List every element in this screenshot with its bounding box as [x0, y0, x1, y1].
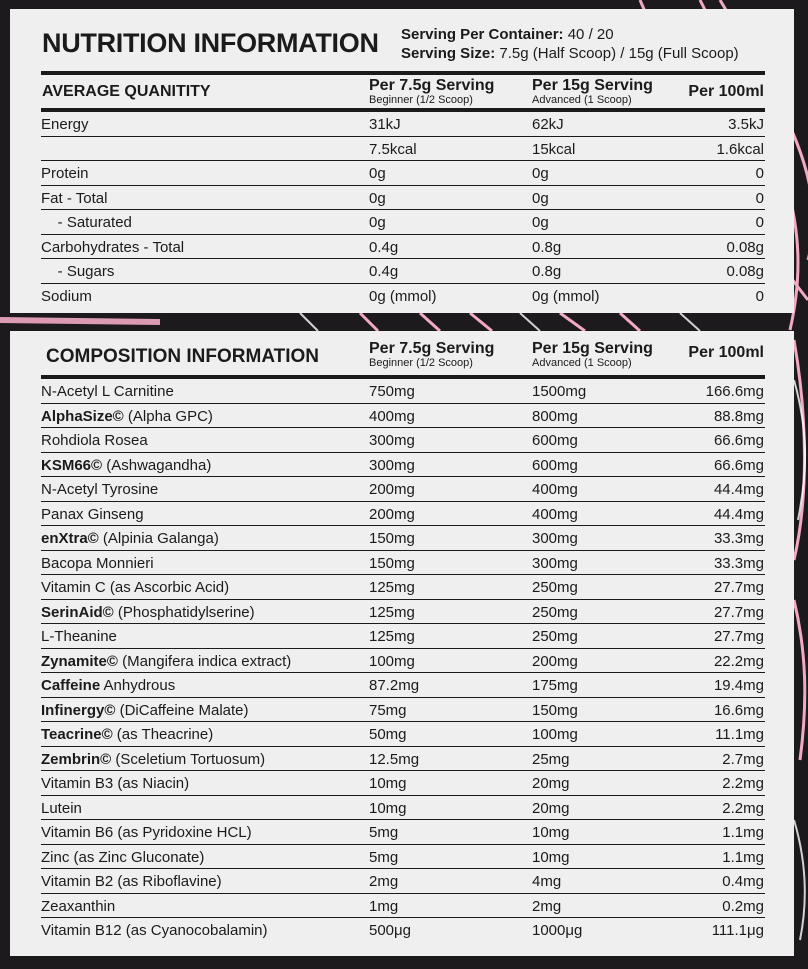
value-per-100ml: 2.2mg	[722, 799, 764, 817]
table-row	[41, 477, 765, 502]
row-value-per-100ml: 0	[755, 189, 764, 207]
ingredient-name	[41, 800, 82, 817]
value-per-7-5g: 150mg	[369, 554, 415, 572]
table-row	[41, 502, 765, 527]
row-name: Protein	[41, 165, 89, 182]
value-per-7-5g: 10mg	[369, 799, 407, 817]
table-row	[41, 379, 765, 404]
ingredient-label: N-Acetyl Tyrosine	[41, 481, 159, 498]
ingredient-brand: KSM66©	[41, 456, 103, 474]
table-row	[41, 575, 765, 600]
value-per-15g: 800mg	[532, 407, 578, 425]
value-per-100ml: 1.1mg	[722, 824, 764, 841]
ingredient-brand: Zembrin©	[41, 750, 112, 768]
table-row	[41, 845, 765, 870]
ingredient-name	[41, 849, 204, 866]
ingredient-brand: SerinAid©	[41, 603, 114, 621]
row-value-per-15g: 0.8g	[532, 238, 562, 256]
row-value-per-7-5g: 0.4g	[369, 238, 399, 256]
value-per-100ml: 66.6mg	[713, 456, 764, 474]
value-per-15g: 250mg	[532, 603, 578, 621]
value-per-7-5g: 300mg	[369, 432, 415, 449]
value-per-15g: 250mg	[532, 579, 578, 596]
table-row	[41, 551, 765, 576]
value-per-15g: 20mg	[532, 799, 570, 817]
value-per-15g: 175mg	[532, 677, 578, 694]
value-per-15g: 300mg	[532, 530, 578, 547]
table-row	[41, 796, 765, 821]
ingredient-name	[41, 628, 117, 645]
ingredient-label: L-Theanine	[41, 628, 117, 645]
ingredient-label: (Alpha GPC)	[123, 407, 213, 425]
value-per-100ml: 27.7mg	[713, 628, 764, 645]
value-per-15g: 20mg	[532, 775, 570, 792]
ingredient-brand: AlphaSize©	[41, 407, 124, 425]
table-row	[41, 259, 765, 284]
ingredient-brand: Zynamite©	[41, 652, 118, 670]
composition-header-col-b-main: Per 15g Serving	[532, 340, 653, 357]
ingredient-label: N-Acetyl L Carnitine	[41, 383, 174, 400]
value-per-7-5g: 300mg	[369, 456, 415, 474]
ingredient-name	[41, 751, 265, 768]
ingredient-label: Vitamin C (as Ascorbic Acid)	[41, 579, 230, 596]
table-row	[41, 722, 765, 747]
ingredient-label: Anhydrous	[100, 677, 176, 694]
value-per-7-5g: 5mg	[369, 848, 399, 866]
value-per-7-5g: 500μg	[369, 922, 412, 939]
ingredient-label: Panax Ginseng	[41, 505, 144, 523]
row-value-per-15g: 0g	[532, 214, 549, 231]
ingredient-name	[41, 555, 154, 572]
value-per-7-5g: 125mg	[369, 628, 415, 645]
row-value-per-15g: 0g	[532, 189, 549, 207]
row-value-per-7-5g: 0g	[369, 189, 386, 207]
value-per-100ml: 27.7mg	[713, 603, 764, 621]
table-row	[41, 186, 765, 211]
value-per-7-5g: 125mg	[369, 603, 415, 621]
ingredient-label: (Ashwagandha)	[102, 456, 212, 474]
ingredient-label: Vitamin B2 (as Riboflavine)	[41, 873, 222, 890]
table-row	[41, 673, 765, 698]
row-value-per-15g: 0.8g	[532, 263, 562, 280]
value-per-7-5g: 75mg	[369, 701, 407, 719]
value-per-100ml: 19.4mg	[713, 677, 764, 694]
ingredient-name	[41, 408, 213, 425]
table-row	[41, 284, 765, 309]
nutrition-header-col-b-main: Per 15g Serving	[532, 77, 653, 94]
table-row	[41, 210, 765, 235]
table-row	[41, 820, 765, 845]
ingredient-label: Bacopa Monnieri	[41, 554, 154, 572]
nutrition-title: NUTRITION INFORMATION	[42, 28, 379, 58]
value-per-15g: 600mg	[532, 456, 578, 474]
row-value-per-15g: 15kcal	[532, 140, 576, 158]
ingredient-label: Zeaxanthin	[41, 897, 116, 915]
table-row	[41, 428, 765, 453]
value-per-7-5g: 2mg	[369, 873, 399, 890]
table-row	[41, 771, 765, 796]
value-per-7-5g: 10mg	[369, 775, 407, 792]
serving-size	[401, 45, 739, 62]
row-value-per-7-5g: 7.5kcal	[369, 140, 417, 158]
value-per-100ml: 166.6mg	[705, 383, 764, 400]
ingredient-label: Vitamin B3 (as Niacin)	[41, 775, 190, 792]
ingredient-name	[41, 457, 211, 474]
ingredient-name	[41, 677, 175, 694]
value-per-100ml: 44.4mg	[713, 505, 764, 523]
row-value-per-7-5g: 0g (mmol)	[369, 287, 437, 305]
ingredient-name	[41, 432, 148, 449]
ingredient-name	[41, 604, 255, 621]
serving-size-label: Serving Size:	[401, 45, 496, 62]
row-value-per-15g: 62kJ	[532, 116, 564, 133]
ingredient-brand: Caffeine	[41, 677, 101, 694]
value-per-100ml: 22.2mg	[713, 652, 764, 670]
table-row	[41, 624, 765, 649]
value-per-100ml: 1.1mg	[722, 848, 764, 866]
row-value-per-7-5g: 0.4g	[369, 263, 399, 280]
value-per-15g: 300mg	[532, 554, 578, 572]
row-value-per-100ml: 0.08g	[726, 238, 764, 256]
value-per-7-5g: 1mg	[369, 897, 399, 915]
value-per-15g: 4mg	[532, 873, 562, 890]
nutrition-header-col-a-sub: Beginner (1/2 Scoop)	[369, 94, 473, 106]
table-row	[41, 894, 765, 919]
ingredient-name	[41, 506, 144, 523]
value-per-15g: 400mg	[532, 505, 578, 523]
nutrition-header-col-b	[532, 77, 653, 106]
value-per-100ml: 88.8mg	[713, 407, 764, 425]
ingredient-name	[41, 726, 213, 743]
row-value-per-100ml: 0	[755, 287, 764, 305]
value-per-15g: 10mg	[532, 824, 570, 841]
value-per-100ml: 11.1mg	[715, 726, 764, 743]
value-per-100ml: 2.2mg	[722, 775, 764, 792]
table-row	[41, 649, 765, 674]
value-per-15g: 250mg	[532, 628, 578, 645]
table-row	[41, 869, 765, 894]
value-per-15g: 100mg	[532, 726, 578, 743]
composition-header-col-a	[369, 340, 494, 369]
value-per-100ml: 27.7mg	[713, 579, 764, 596]
value-per-15g: 600mg	[532, 432, 578, 449]
value-per-100ml: 33.3mg	[713, 530, 764, 547]
row-value-per-7-5g: 0g	[369, 214, 386, 231]
value-per-15g: 200mg	[532, 652, 578, 670]
header-rule-top	[41, 71, 765, 75]
value-per-7-5g: 750mg	[369, 383, 415, 400]
value-per-15g: 1500mg	[532, 383, 587, 400]
serving-per-container-value: 40 / 20	[567, 26, 614, 43]
table-row	[41, 918, 765, 943]
value-per-100ml: 2.7mg	[722, 750, 764, 768]
composition-information-panel	[10, 331, 794, 956]
value-per-15g: 2mg	[532, 897, 562, 915]
row-value-per-100ml: 3.5kJ	[728, 116, 764, 133]
value-per-100ml: 0.4mg	[722, 873, 764, 890]
table-row	[41, 453, 765, 478]
ingredient-name	[41, 922, 268, 939]
ingredient-name	[41, 898, 115, 915]
value-per-15g: 1000μg	[532, 922, 583, 939]
value-per-7-5g: 50mg	[369, 726, 407, 743]
ingredient-name	[41, 579, 229, 596]
ingredient-name	[41, 824, 252, 841]
serving-per-container-label: Serving Per Container:	[401, 26, 564, 43]
value-per-15g: 150mg	[532, 701, 578, 719]
value-per-15g: 25mg	[532, 750, 570, 768]
row-value-per-15g: 0g	[532, 165, 549, 182]
row-name: Sodium	[41, 287, 92, 305]
value-per-7-5g: 12.5mg	[369, 750, 420, 768]
row-value-per-15g: 0g (mmol)	[532, 287, 600, 305]
ingredient-label: (DiCaffeine Malate)	[115, 701, 249, 719]
table-row	[41, 235, 765, 260]
row-name: Energy	[41, 116, 89, 133]
table-row	[41, 747, 765, 772]
value-per-7-5g: 400mg	[369, 407, 415, 425]
nutrition-header-col-c: Per 100ml	[688, 83, 764, 100]
table-row	[41, 698, 765, 723]
table-row	[41, 526, 765, 551]
value-per-7-5g: 5mg	[369, 824, 399, 841]
value-per-7-5g: 87.2mg	[369, 677, 420, 694]
value-per-100ml: 44.4mg	[713, 481, 764, 498]
value-per-100ml: 0.2mg	[722, 897, 764, 915]
ingredient-brand: Teacrine©	[41, 726, 113, 743]
serving-per-container	[401, 26, 614, 43]
table-row	[41, 112, 765, 137]
ingredient-label: Vitamin B6 (as Pyridoxine HCL)	[41, 824, 252, 841]
value-per-15g: 400mg	[532, 481, 578, 498]
ingredient-label: Rohdiola Rosea	[41, 432, 148, 449]
composition-header-col-c: Per 100ml	[688, 344, 764, 361]
row-name: Fat - Total	[41, 189, 108, 207]
value-per-100ml: 33.3mg	[713, 554, 764, 572]
ingredient-brand: Infinergy©	[41, 701, 116, 719]
ingredient-name	[41, 653, 291, 670]
ingredient-label: (Alpinia Galanga)	[98, 530, 219, 547]
composition-header-col-b	[532, 340, 653, 369]
value-per-7-5g: 150mg	[369, 530, 415, 547]
ingredient-label: Vitamin B12 (as Cyanocobalamin)	[41, 922, 268, 939]
ingredient-name	[41, 775, 189, 792]
row-value-per-100ml: 0	[755, 214, 764, 231]
value-per-100ml: 111.1μg	[711, 922, 764, 939]
nutrition-header-col-a-main: Per 7.5g Serving	[369, 77, 495, 94]
ingredient-label: (Phosphatidylserine)	[113, 603, 255, 621]
composition-header-col-a-sub: Beginner (1/2 Scoop)	[369, 357, 473, 369]
ingredient-name	[41, 702, 249, 719]
value-per-7-5g: 200mg	[369, 481, 415, 498]
row-value-per-7-5g: 0g	[369, 165, 386, 182]
composition-header-col-b-sub: Advanced (1 Scoop)	[532, 357, 632, 369]
row-name: - Sugars	[41, 263, 115, 280]
serving-size-value: 7.5g (Half Scoop) / 15g (Full Scoop)	[499, 45, 739, 62]
row-value-per-100ml: 0	[755, 165, 764, 182]
value-per-7-5g: 100mg	[369, 652, 415, 670]
row-value-per-100ml: 1.6kcal	[716, 140, 764, 158]
nutrition-header-col-b-sub: Advanced (1 Scoop)	[532, 94, 632, 106]
row-value-per-100ml: 0.08g	[726, 263, 764, 280]
table-row	[41, 137, 765, 162]
table-row	[41, 161, 765, 186]
ingredient-brand: enXtra©	[41, 530, 99, 547]
table-row	[41, 600, 765, 625]
value-per-100ml: 16.6mg	[713, 701, 764, 719]
composition-title: COMPOSITION INFORMATION	[46, 346, 320, 367]
nutrition-information-panel	[10, 9, 794, 313]
table-row	[41, 404, 765, 429]
ingredient-name	[41, 383, 174, 400]
value-per-7-5g: 200mg	[369, 505, 415, 523]
row-name: Carbohydrates - Total	[41, 238, 185, 256]
ingredient-label: Lutein	[41, 799, 82, 817]
value-per-100ml: 66.6mg	[713, 432, 764, 449]
ingredient-name	[41, 873, 222, 890]
ingredient-label: (Sceletium Tortuosum)	[111, 750, 266, 768]
ingredient-label: (as Theacrine)	[112, 726, 214, 743]
value-per-15g: 10mg	[532, 848, 570, 866]
row-name: - Saturated	[41, 214, 132, 231]
ingredient-name	[41, 530, 219, 547]
ingredient-label: (Mangifera indica extract)	[117, 652, 292, 670]
row-value-per-7-5g: 31kJ	[369, 116, 401, 133]
ingredient-label: Zinc (as Zinc Gluconate)	[41, 848, 205, 866]
nutrition-header-col-a	[369, 77, 494, 106]
value-per-7-5g: 125mg	[369, 579, 415, 596]
composition-header-col-a-main: Per 7.5g Serving	[369, 340, 495, 357]
nutrition-header-label: AVERAGE QUANITITY	[42, 83, 211, 100]
ingredient-name	[41, 481, 158, 498]
